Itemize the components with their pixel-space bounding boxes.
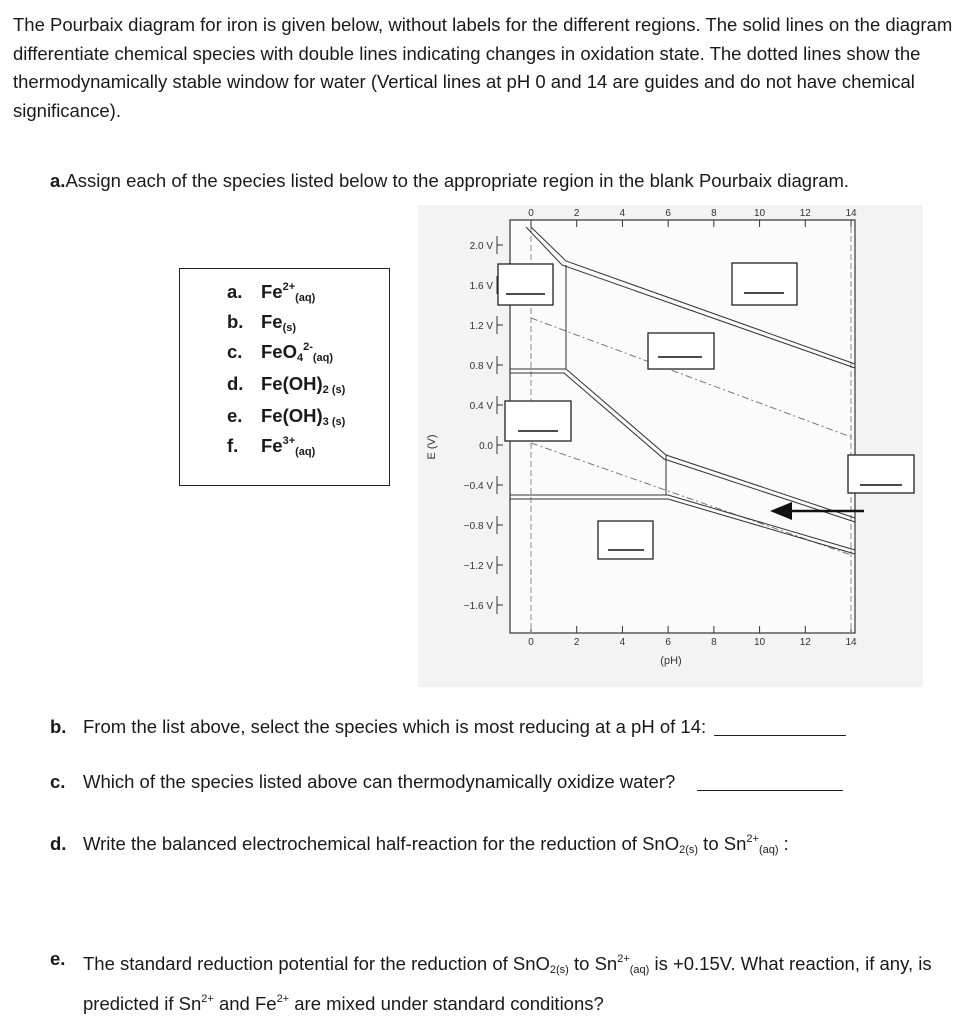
answer-box-4[interactable] <box>505 401 571 441</box>
x-tick-bottom-label: 0 <box>528 637 534 648</box>
answer-blank-c[interactable] <box>697 772 843 791</box>
species-d: d. $Fe(OH)_2$ $_{(s)}$ <box>227 373 346 396</box>
question-b: b. From the list above, select the species which is most reducing at a pH of 14: <box>50 713 846 741</box>
x-axis-label: (pH) <box>660 655 682 667</box>
part-a-prompt <box>50 169 849 193</box>
x-tick-top-label: 0 <box>528 208 534 219</box>
y-tick-label: 0.0 <box>479 441 493 452</box>
answer-blank-b[interactable] <box>714 717 846 736</box>
y-tick-label: −1.6 V <box>463 601 493 612</box>
question-c: c. Which of the species listed above can thermodynamically oxidize water? <box>50 768 843 796</box>
x-tick-top-label: 12 <box>799 208 811 219</box>
species-f: f. $Fe^{3+}_{(aq)}$ <box>227 435 316 458</box>
y-tick-label: −0.8 V <box>463 521 493 532</box>
x-tick-bottom-label: 6 <box>665 637 671 648</box>
x-tick-top-label: 4 <box>619 208 626 219</box>
pourbaix-diagram <box>418 205 923 687</box>
species-a: a. $Fe^{2+}_{(aq)}$ <box>227 281 316 304</box>
intro-paragraph: The Pourbaix diagram for iron is given below, without labels for the different regions. The solid lines on the diagram differentiate chemical species with double lines indicating changes in oxidation state. The dotted lines show the thermodynamically stable window for water (Vertical lines at pH 0 and 14 are guides and do not have chemical significance). <box>13 14 953 121</box>
y-tick-label: 2.0 V <box>469 241 493 252</box>
x-tick-top-label: 14 <box>845 208 857 219</box>
part-a-label: a. <box>50 170 66 191</box>
y-tick-label: −0.4 V <box>463 481 493 492</box>
x-tick-bottom-label: 2 <box>573 637 580 648</box>
x-tick-top-label: 2 <box>573 208 580 219</box>
y-tick-label: 1.6 V <box>469 281 493 292</box>
y-tick-label: 0.8 V <box>469 361 493 372</box>
species-list <box>179 268 390 486</box>
answer-box-2[interactable] <box>648 333 714 369</box>
x-tick-bottom-label: 10 <box>754 637 766 648</box>
x-tick-top-label: 8 <box>711 208 717 219</box>
x-tick-bottom-label: 14 <box>845 637 857 648</box>
answer-box-6[interactable] <box>848 455 914 493</box>
y-axis-label: E (V) <box>426 434 438 460</box>
pourbaix-svg <box>418 205 923 687</box>
x-tick-bottom-label: 12 <box>799 637 811 648</box>
x-tick-bottom-label: 4 <box>619 637 626 648</box>
species-c: c. FeO$_4^{2-}_{(aq)}$ <box>227 341 334 364</box>
x-tick-top-label: 10 <box>754 208 766 219</box>
part-a-text: Assign each of the species listed below to the appropriate region in the blank Pourbaix diagram. <box>65 170 850 191</box>
question-e: e. The standard reduction potential for the reduction of SnO$_{2(s)}$ to $Sn^{2+}_{(aq)}$ is +0.15V. What reaction, if any, is predicted if $Sn^{2+}$ and $Fe^{2+}$ are mixed under standard conditions? <box>50 948 932 1014</box>
y-tick-label: 1.2 V <box>469 321 493 332</box>
y-tick-label: −1.2 V <box>463 561 493 572</box>
answer-box-1[interactable] <box>498 264 553 305</box>
answer-box-5[interactable] <box>598 521 653 559</box>
y-tick-label: 0.4 V <box>469 401 493 412</box>
species-e: e. $Fe(OH)_3$ $_{(s)}$ <box>227 405 346 428</box>
answer-box-3[interactable] <box>732 263 797 305</box>
x-tick-bottom-label: 8 <box>711 637 717 648</box>
question-d: d. Write the balanced electrochemical half-reaction for the reduction of SnO$_{2(s)}$ to $Sn^{2+}_{(aq)}$ : <box>50 833 789 856</box>
species-b: b. $Fe_{(s)}$ <box>227 311 297 334</box>
x-tick-top-label: 6 <box>665 208 671 219</box>
